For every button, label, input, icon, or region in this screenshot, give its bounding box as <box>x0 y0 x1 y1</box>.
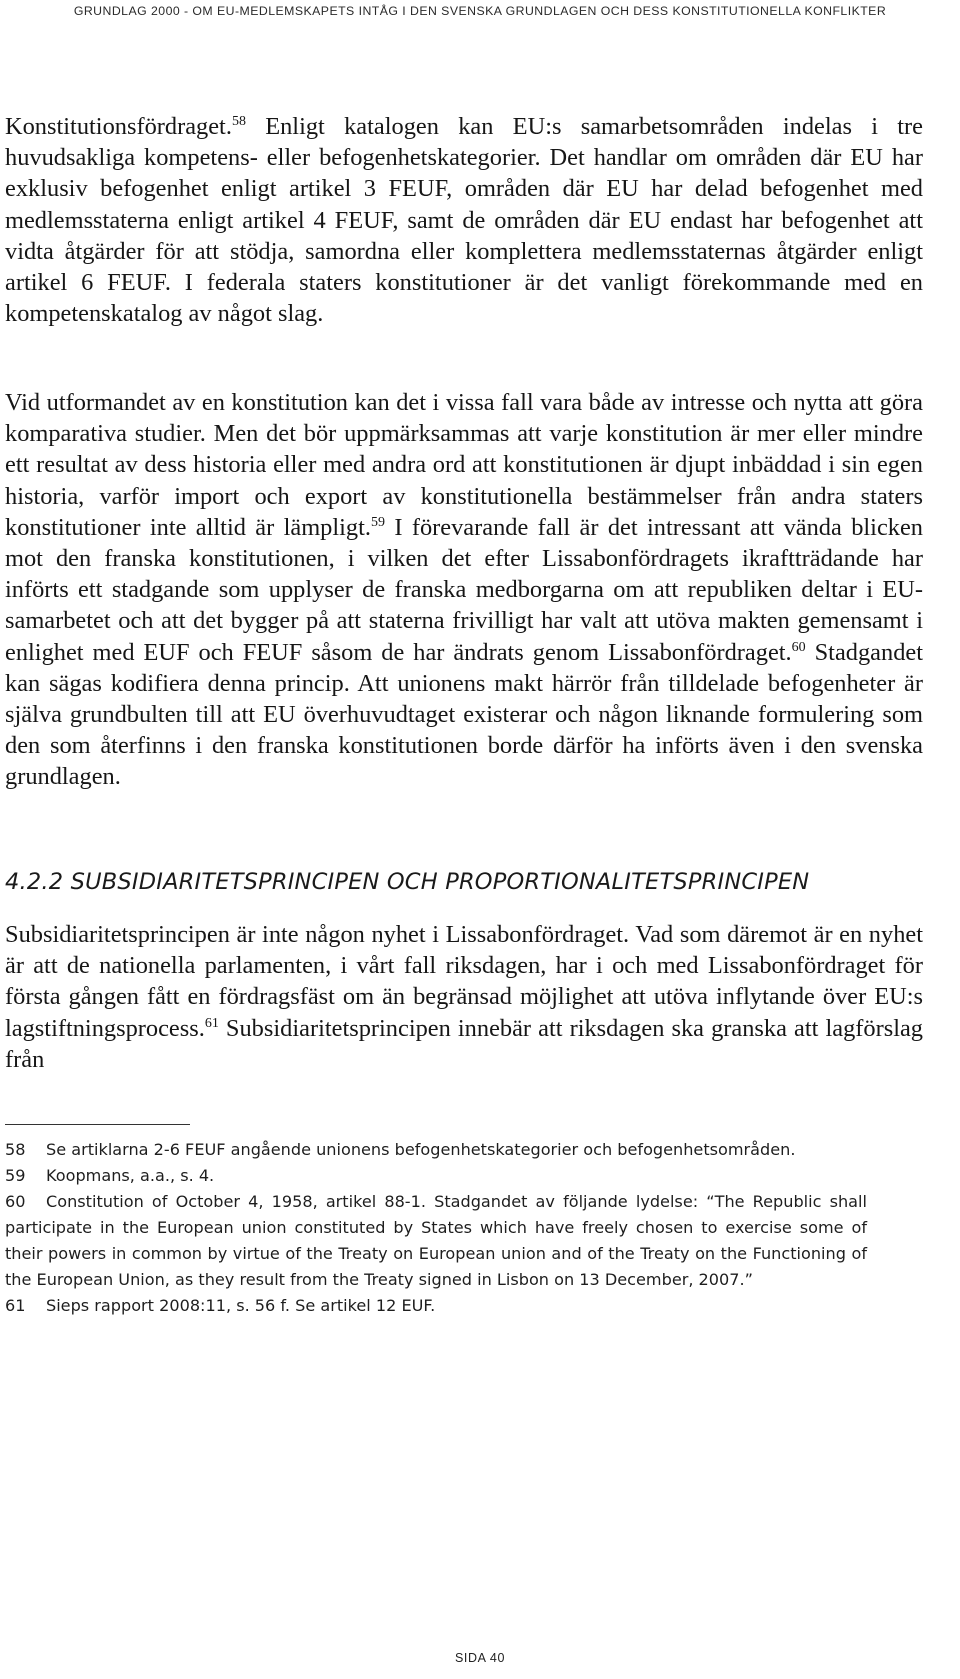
footnote-number: 59 <box>5 1166 26 1185</box>
footnote-text: Sieps rapport 2008:11, s. 56 f. Se artikel 12 EUF. <box>46 1296 436 1315</box>
section-heading: 4.2.2 SUBSIDIARITETSPRINCIPEN OCH PROPORTIONALITETSPRINCIPEN <box>5 869 810 895</box>
footnote-ref-61[interactable]: 61 <box>204 1015 219 1031</box>
paragraph-text: Stadgandet kan sägas kodifiera denna princip. Att unionens makt härrör från tilldelade befogenheter är själva grundbulten till att EU överhuvudtaget existerar och någon liknande formulering som den som återfinns i den franska konstitutionen borde därför ha införts även i den svenska grundlagen. <box>5 638 923 791</box>
paragraph-text: Subsidiaritetsprincipen innebär att riksdagen ska granska att lagförslag från <box>5 1014 923 1073</box>
paragraph-text: Konstitutionsfördraget. <box>5 113 232 140</box>
footnote-61 <box>5 1293 867 1319</box>
paragraph-text: Vid utformandet av en konstitution kan det i vissa fall vara både av intresse och nytta att göra komparativa studier. Men det bör uppmärksammas att varje konstitution är mer eller mindre ett resultat av dess historia eller med andra ord att konstitutionen är djupt inbäddad i sin egen historia, varför import och export av konstitutionella bestämmelser från andra staters konstitutioner inte alltid är lämpligt. <box>5 389 923 541</box>
footnote-number: 61 <box>5 1296 26 1315</box>
paragraph-text: I förevarande fall är det intressant att vända blicken mot den franska konstitutionen, i vilken det efter Lissabonfördragets ikraftträdande har införts ett stadgande som upplyser de franska medborgarna om att republiken deltar i EU-samarbetet och att det bygger på att staterna frivilligt har valt att utöva makten gemensamt i enlighet med EUF och FEUF såsom de har ändrats genom Lissabonfördraget. <box>5 513 923 666</box>
footnotes-section <box>5 1137 867 1319</box>
footnote-ref-60[interactable]: 60 <box>791 639 806 655</box>
page-number: SIDA 40 <box>454 1651 506 1665</box>
body-paragraph-2 <box>5 387 923 793</box>
body-paragraph-3 <box>5 919 923 1075</box>
body-paragraph-1 <box>5 111 923 329</box>
footnote-ref-58[interactable]: 58 <box>231 113 246 129</box>
footnote-divider <box>5 1124 190 1125</box>
footnote-text: Se artiklarna 2-6 FEUF angående unionens befogenhetskategorier och befogenhetsområden. <box>46 1140 796 1159</box>
footnote-number: 60 <box>5 1192 26 1211</box>
footnote-58 <box>5 1137 867 1163</box>
footnote-59 <box>5 1163 867 1189</box>
footnote-ref-59[interactable]: 59 <box>371 514 385 530</box>
running-header: GRUNDLAG 2000 - OM EU-MEDLEMSKAPETS INTÅG I DEN SVENSKA GRUNDLAGEN OCH DESS KONSTITUTIONELLA KONFLIKTER <box>73 4 887 18</box>
footnote-text: Constitution of October 4, 1958, artikel 88-1. Stadgandet av följande lydelse: “The Republic shall participate in the European union constituted by States which have freely chosen to exercise some of their powers in common by virtue of the Treaty on European union and of the Treaty on the Functioning of the European Union, as they result from the Treaty signed in Lisbon on 13 December, 2007.” <box>5 1192 867 1289</box>
footnote-60 <box>5 1189 867 1293</box>
footnote-number: 58 <box>5 1140 26 1159</box>
paragraph-text: Subsidiaritetsprincipen är inte någon nyhet i Lissabonfördraget. Vad som däremot är en nyhet är att de nationella parlamenten, i vårt fall riksdagen, har i och med Lissabonfördraget för första gången fått en fördragsfäst om än begränsad möjlighet att utöva inflytande över EU:s lagstiftningsprocess. <box>5 921 923 1042</box>
paragraph-text: Enligt katalogen kan EU:s samarbetsområden indelas i tre huvudsakliga kompetens- eller befogenhetskategorier. Det handlar om områden där EU har exklusiv befogenhet enligt artikel 3 FEUF, områden där EU har delad befogenhet med medlemsstaterna enligt artikel 4 FEUF, samt de områden där EU endast har befogenhet att vidta åtgärder för att stödja, samordna eller komplettera medlemsstaternas åtgärder enligt artikel 6 FEUF. I federala staters konstitutioner är det vanligt förekommande med en kompetenskatalog av något slag. <box>5 113 923 328</box>
footnote-text: Koopmans, a.a., s. 4. <box>46 1166 215 1185</box>
